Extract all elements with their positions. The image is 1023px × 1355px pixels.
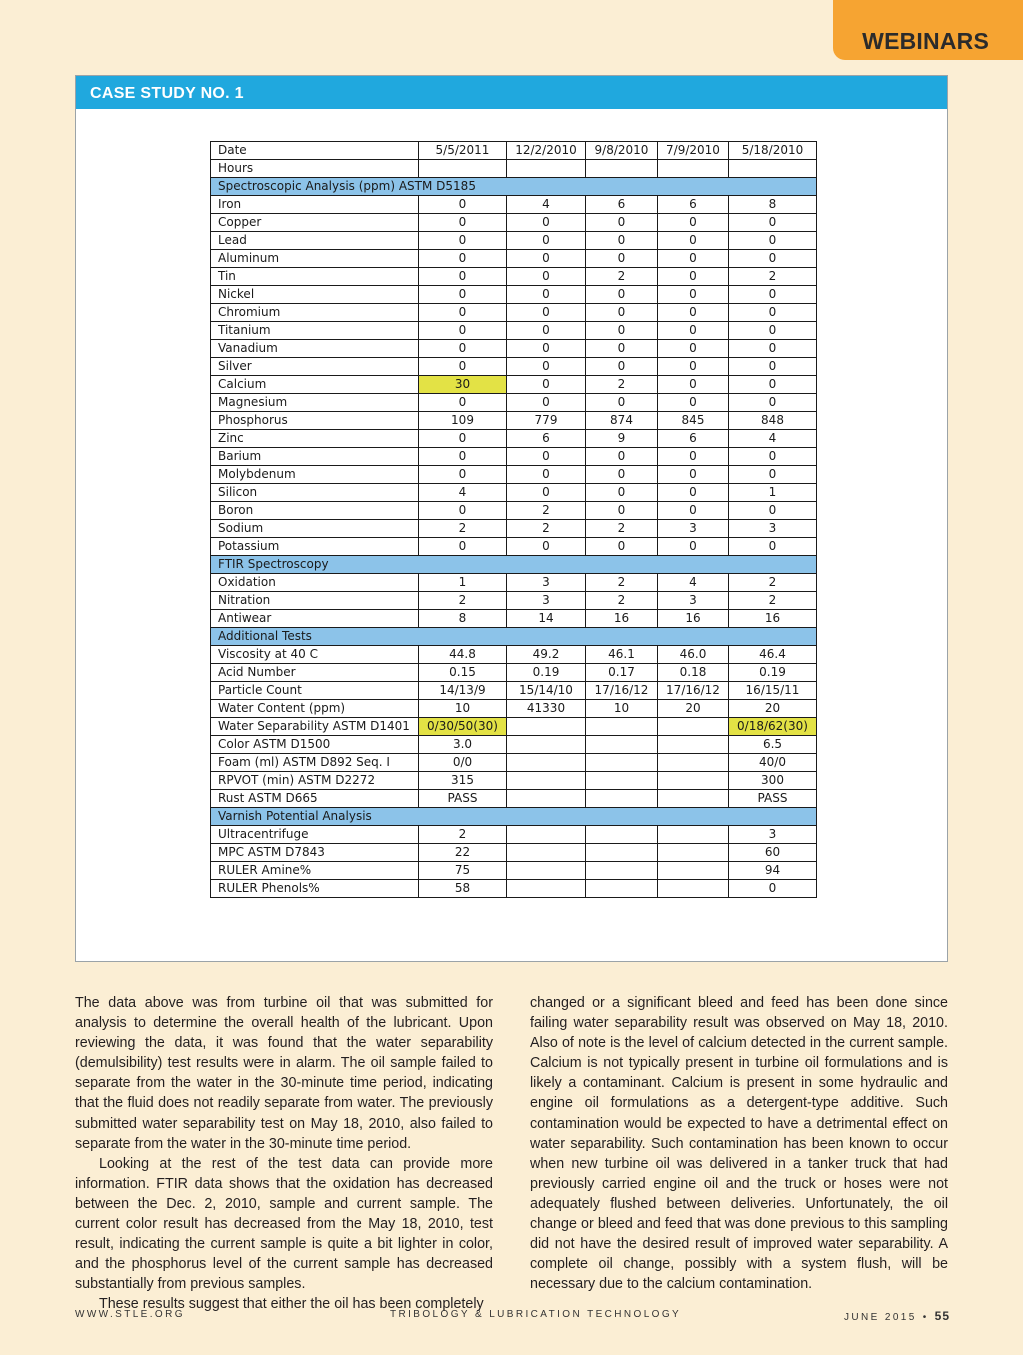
table-row [211, 754, 817, 772]
section-label: Additional Tests [211, 628, 817, 646]
value-cell: 2 [586, 520, 658, 538]
value-cell: 44.8 [419, 646, 507, 664]
table-row [211, 196, 817, 214]
value-cell: 2 [729, 592, 817, 610]
oil-analysis-table [210, 141, 817, 898]
value-cell: 0 [507, 322, 586, 340]
value-cell: 0 [729, 250, 817, 268]
footer-separator: • [922, 1312, 929, 1323]
value-cell: 0 [586, 358, 658, 376]
value-cell: 0 [507, 538, 586, 556]
table-row [211, 736, 817, 754]
row-label: Magnesium [211, 394, 419, 412]
article-paragraph: The data above was from turbine oil that was submitted for analysis to determine the overall health of the lubricant. Upon reviewing the data, it was found that the water separability (demulsibility) test results were in alarm. The oil sample failed to separate from the water in the 30-minute time period, indicating that the fluid does not readily separate from water. The previously submitted water separability test on May 18, 2010, also failed to separate from the water in the 30-minute time period. [75, 995, 493, 1152]
value-cell: 2 [419, 520, 507, 538]
value-cell: 0 [729, 376, 817, 394]
section-label: Varnish Potential Analysis [211, 808, 817, 826]
value-cell: 0 [729, 286, 817, 304]
value-cell: 3.0 [419, 736, 507, 754]
value-cell: 46.0 [658, 646, 729, 664]
value-cell: 109 [419, 412, 507, 430]
footer-publication: TRIBOLOGY & LUBRICATION TECHNOLOGY [390, 1309, 682, 1320]
value-cell: 0 [658, 214, 729, 232]
row-label: Silver [211, 358, 419, 376]
value-cell: 58 [419, 880, 507, 898]
value-cell: 3 [729, 520, 817, 538]
value-cell: 3 [658, 592, 729, 610]
value-cell: 2 [586, 592, 658, 610]
value-cell: 0 [419, 394, 507, 412]
table-row [211, 412, 817, 430]
value-cell: 0.18 [658, 664, 729, 682]
value-cell: 2 [586, 574, 658, 592]
row-label: Molybdenum [211, 466, 419, 484]
value-cell: 315 [419, 772, 507, 790]
table-header-row [211, 142, 817, 160]
value-cell: 0 [507, 268, 586, 286]
footer-website: WWW.STLE.ORG [75, 1309, 185, 1320]
value-cell: 0 [658, 250, 729, 268]
value-cell: 0 [658, 322, 729, 340]
value-cell: 4 [507, 196, 586, 214]
row-label: Date [211, 142, 419, 160]
case-study-box [75, 75, 948, 962]
row-label: Hours [211, 160, 419, 178]
value-cell: 0 [658, 232, 729, 250]
value-cell: 0 [586, 502, 658, 520]
table-row [211, 538, 817, 556]
value-cell: 0 [658, 484, 729, 502]
table-row [211, 646, 817, 664]
row-label: Sodium [211, 520, 419, 538]
value-cell: 0 [507, 448, 586, 466]
value-cell: 0/18/62(30) [729, 718, 817, 736]
value-cell: 16 [658, 610, 729, 628]
value-cell: 0 [507, 394, 586, 412]
value-cell: 2 [586, 376, 658, 394]
value-cell [658, 718, 729, 736]
table-row [211, 466, 817, 484]
table-row [211, 448, 817, 466]
value-cell [586, 862, 658, 880]
value-cell: PASS [729, 790, 817, 808]
value-cell [658, 160, 729, 178]
value-cell: 0.15 [419, 664, 507, 682]
value-cell [586, 790, 658, 808]
value-cell: 300 [729, 772, 817, 790]
value-cell [507, 718, 586, 736]
value-cell [507, 772, 586, 790]
table-row [211, 718, 817, 736]
table-row [211, 700, 817, 718]
value-cell: 10 [586, 700, 658, 718]
value-cell: 2 [729, 268, 817, 286]
value-cell: 0 [729, 880, 817, 898]
table-row [211, 880, 817, 898]
value-cell: 0 [419, 340, 507, 358]
value-cell [658, 772, 729, 790]
value-cell: 0 [729, 394, 817, 412]
value-cell: 0 [507, 286, 586, 304]
webinars-tab: WEBINARS [833, 0, 1023, 60]
value-cell: 0 [586, 340, 658, 358]
value-cell: 2 [729, 574, 817, 592]
row-label: Water Separability ASTM D1401 [211, 718, 419, 736]
table-section-row [211, 178, 817, 196]
value-cell: 0 [658, 304, 729, 322]
table-section-row [211, 628, 817, 646]
value-cell: 16/15/11 [729, 682, 817, 700]
value-cell: 0 [729, 502, 817, 520]
row-label: Acid Number [211, 664, 419, 682]
value-cell: 6 [507, 430, 586, 448]
table-row [211, 610, 817, 628]
value-cell: 49.2 [507, 646, 586, 664]
value-cell: 0 [658, 538, 729, 556]
value-cell: 0 [507, 232, 586, 250]
value-cell: 0.19 [507, 664, 586, 682]
value-cell: 0 [586, 322, 658, 340]
case-study-title: CASE STUDY NO. 1 [76, 76, 947, 109]
value-cell: 0 [419, 304, 507, 322]
table-row [211, 790, 817, 808]
value-cell: 0 [658, 340, 729, 358]
value-cell: 0 [729, 232, 817, 250]
section-label: FTIR Spectroscopy [211, 556, 817, 574]
value-cell: 0 [419, 466, 507, 484]
row-label: Viscosity at 40 C [211, 646, 419, 664]
value-cell: 0 [586, 232, 658, 250]
value-cell [586, 160, 658, 178]
article-paragraph: These results suggest that either the oil has been completely [99, 1296, 484, 1313]
row-label: Color ASTM D1500 [211, 736, 419, 754]
value-cell: 17/16/12 [658, 682, 729, 700]
table-section-row [211, 556, 817, 574]
value-cell [729, 160, 817, 178]
value-cell [658, 844, 729, 862]
value-cell: 3 [658, 520, 729, 538]
value-cell: 16 [729, 610, 817, 628]
value-cell: 0 [419, 430, 507, 448]
row-label: Antiwear [211, 610, 419, 628]
value-cell: 0 [419, 538, 507, 556]
value-cell: 0 [658, 358, 729, 376]
row-label: MPC ASTM D7843 [211, 844, 419, 862]
value-cell: 3 [507, 574, 586, 592]
value-cell: 0 [658, 376, 729, 394]
value-cell [507, 826, 586, 844]
row-label: Chromium [211, 304, 419, 322]
table-row [211, 772, 817, 790]
date-header-cell: 5/5/2011 [419, 142, 507, 160]
value-cell: 6.5 [729, 736, 817, 754]
value-cell: 0 [419, 286, 507, 304]
value-cell: 0 [507, 484, 586, 502]
value-cell: 0 [419, 358, 507, 376]
value-cell: 0 [419, 250, 507, 268]
value-cell [586, 736, 658, 754]
value-cell [586, 772, 658, 790]
row-label: Potassium [211, 538, 419, 556]
value-cell: 16 [586, 610, 658, 628]
value-cell: 1 [419, 574, 507, 592]
table-row [211, 844, 817, 862]
value-cell: 0 [658, 268, 729, 286]
value-cell: PASS [419, 790, 507, 808]
value-cell: 0 [419, 322, 507, 340]
value-cell: 0 [658, 286, 729, 304]
table-row [211, 232, 817, 250]
value-cell [586, 718, 658, 736]
value-cell: 0 [729, 448, 817, 466]
table-row [211, 160, 817, 178]
footer-issue: JUNE 2015 [843, 1312, 917, 1323]
row-label: Rust ASTM D665 [211, 790, 419, 808]
value-cell: 0 [507, 304, 586, 322]
table-row [211, 862, 817, 880]
table-row [211, 520, 817, 538]
value-cell: 60 [729, 844, 817, 862]
value-cell: 0 [729, 304, 817, 322]
value-cell: 0 [586, 214, 658, 232]
value-cell: 75 [419, 862, 507, 880]
article-paragraph: Looking at the rest of the test data can provide more information. FTIR data shows that the oxidation has decreased between the Dec. 2, 2010, sample and current sample. The current color result has decreased from the May 18, 2010, test result, indicating the current sample is quite a bit lighter in color, and the phosphorus level of the current sample has decreased substantially from previous samples. [75, 1155, 493, 1293]
value-cell: 40/0 [729, 754, 817, 772]
value-cell: 0.17 [586, 664, 658, 682]
value-cell: 0 [419, 448, 507, 466]
value-cell: 2 [507, 502, 586, 520]
value-cell: 0 [729, 358, 817, 376]
value-cell: 22 [419, 844, 507, 862]
table-row [211, 502, 817, 520]
row-label: Nitration [211, 592, 419, 610]
table-row [211, 268, 817, 286]
value-cell: 0 [729, 466, 817, 484]
table-row [211, 358, 817, 376]
value-cell: 8 [729, 196, 817, 214]
value-cell [586, 880, 658, 898]
value-cell: 20 [658, 700, 729, 718]
table-row [211, 430, 817, 448]
value-cell: 15/14/10 [507, 682, 586, 700]
value-cell: 0 [419, 502, 507, 520]
value-cell: 0 [507, 466, 586, 484]
value-cell: 2 [507, 520, 586, 538]
row-label: Ultracentrifuge [211, 826, 419, 844]
value-cell: 0 [729, 322, 817, 340]
value-cell: 0 [419, 268, 507, 286]
value-cell [658, 880, 729, 898]
value-cell: 0 [419, 196, 507, 214]
table-row [211, 340, 817, 358]
value-cell: 0 [586, 538, 658, 556]
page-number: 55 [934, 1309, 950, 1323]
value-cell: 0 [586, 286, 658, 304]
table-row [211, 250, 817, 268]
table-row [211, 592, 817, 610]
value-cell: 0 [586, 466, 658, 484]
value-cell [507, 790, 586, 808]
value-cell [507, 862, 586, 880]
value-cell [658, 862, 729, 880]
table-row [211, 484, 817, 502]
value-cell: 0/30/50(30) [419, 718, 507, 736]
value-cell: 0 [507, 358, 586, 376]
article-paragraph: changed or a significant bleed and feed has been done since failing water separability result was observed on May 18, 2010. Also of note is the level of calcium detected in the current sample. Calcium is not typically present in turbine oil formulations and is likely a contaminant. Calcium is present in some hydraulic and engine oil formulations as a detergent-type additive. Such contamination would be expected to have a detrimental effect on water separability. Such contamination has been known to occur when new turbine oil was delivered in a tanker truck that had previously carried engine oil and the truck or hoses were not adequately flushed between deliveries. Unfortunately, the oil change or bleed and feed that was done previous to this sampling did not have the desired result of improved water separability. A complete oil change, possibly with a system flush, will be necessary due to the calcium contamination. [530, 995, 948, 1293]
table-row [211, 376, 817, 394]
table-row [211, 682, 817, 700]
value-cell: 0.19 [729, 664, 817, 682]
value-cell: 0 [586, 448, 658, 466]
value-cell: 0 [658, 394, 729, 412]
table-row [211, 664, 817, 682]
value-cell: 10 [419, 700, 507, 718]
row-label: Iron [211, 196, 419, 214]
row-label: Nickel [211, 286, 419, 304]
value-cell: 779 [507, 412, 586, 430]
value-cell: 0 [729, 538, 817, 556]
value-cell: 845 [658, 412, 729, 430]
value-cell: 0 [658, 448, 729, 466]
value-cell: 848 [729, 412, 817, 430]
value-cell: 4 [658, 574, 729, 592]
value-cell: 41330 [507, 700, 586, 718]
value-cell: 8 [419, 610, 507, 628]
value-cell: 2 [419, 826, 507, 844]
value-cell: 0/0 [419, 754, 507, 772]
row-label: Barium [211, 448, 419, 466]
table-row [211, 304, 817, 322]
value-cell: 0 [507, 376, 586, 394]
date-header-cell: 7/9/2010 [658, 142, 729, 160]
table-section-row [211, 808, 817, 826]
value-cell: 0 [729, 340, 817, 358]
value-cell [507, 754, 586, 772]
value-cell: 4 [729, 430, 817, 448]
value-cell: 1 [729, 484, 817, 502]
row-label: Particle Count [211, 682, 419, 700]
footer-issue-page [844, 1309, 950, 1323]
row-label: Foam (ml) ASTM D892 Seq. I [211, 754, 419, 772]
value-cell: 17/16/12 [586, 682, 658, 700]
value-cell: 6 [586, 196, 658, 214]
row-label: Copper [211, 214, 419, 232]
value-cell: 94 [729, 862, 817, 880]
value-cell [658, 736, 729, 754]
value-cell: 874 [586, 412, 658, 430]
table-row [211, 574, 817, 592]
value-cell: 4 [419, 484, 507, 502]
row-label: Silicon [211, 484, 419, 502]
row-label: RULER Amine% [211, 862, 419, 880]
value-cell: 9 [586, 430, 658, 448]
value-cell [507, 160, 586, 178]
date-header-cell: 5/18/2010 [729, 142, 817, 160]
value-cell: 46.4 [729, 646, 817, 664]
row-label: RULER Phenols% [211, 880, 419, 898]
value-cell: 0 [586, 394, 658, 412]
value-cell: 6 [658, 430, 729, 448]
value-cell: 20 [729, 700, 817, 718]
value-cell: 3 [507, 592, 586, 610]
value-cell [658, 754, 729, 772]
table-row [211, 394, 817, 412]
row-label: Boron [211, 502, 419, 520]
value-cell: 0 [419, 232, 507, 250]
value-cell [507, 736, 586, 754]
row-label: Calcium [211, 376, 419, 394]
row-label: Water Content (ppm) [211, 700, 419, 718]
row-label: Aluminum [211, 250, 419, 268]
table-row [211, 826, 817, 844]
date-header-cell: 9/8/2010 [586, 142, 658, 160]
value-cell: 14/13/9 [419, 682, 507, 700]
row-label: Lead [211, 232, 419, 250]
value-cell [586, 844, 658, 862]
row-label: RPVOT (min) ASTM D2272 [211, 772, 419, 790]
row-label: Titanium [211, 322, 419, 340]
value-cell: 3 [729, 826, 817, 844]
date-header-cell: 12/2/2010 [507, 142, 586, 160]
value-cell: 0 [586, 250, 658, 268]
section-label: Spectroscopic Analysis (ppm) ASTM D5185 [211, 178, 817, 196]
value-cell: 0 [586, 304, 658, 322]
article-column-right [530, 993, 948, 1294]
value-cell [658, 826, 729, 844]
row-label: Oxidation [211, 574, 419, 592]
value-cell: 2 [586, 268, 658, 286]
value-cell [507, 844, 586, 862]
row-label: Phosphorus [211, 412, 419, 430]
value-cell: 0 [586, 484, 658, 502]
value-cell: 0 [658, 502, 729, 520]
value-cell: 6 [658, 196, 729, 214]
table-row [211, 214, 817, 232]
value-cell: 30 [419, 376, 507, 394]
value-cell: 14 [507, 610, 586, 628]
article-column-left [75, 993, 493, 1315]
value-cell: 0 [507, 214, 586, 232]
table-row [211, 322, 817, 340]
value-cell: 0 [729, 214, 817, 232]
value-cell: 0 [658, 466, 729, 484]
value-cell [586, 754, 658, 772]
row-label: Vanadium [211, 340, 419, 358]
value-cell: 2 [419, 592, 507, 610]
table-row [211, 286, 817, 304]
value-cell [658, 790, 729, 808]
value-cell: 46.1 [586, 646, 658, 664]
value-cell [507, 880, 586, 898]
value-cell [419, 160, 507, 178]
value-cell: 0 [507, 250, 586, 268]
value-cell [586, 826, 658, 844]
row-label: Tin [211, 268, 419, 286]
value-cell: 0 [507, 340, 586, 358]
value-cell: 0 [419, 214, 507, 232]
row-label: Zinc [211, 430, 419, 448]
